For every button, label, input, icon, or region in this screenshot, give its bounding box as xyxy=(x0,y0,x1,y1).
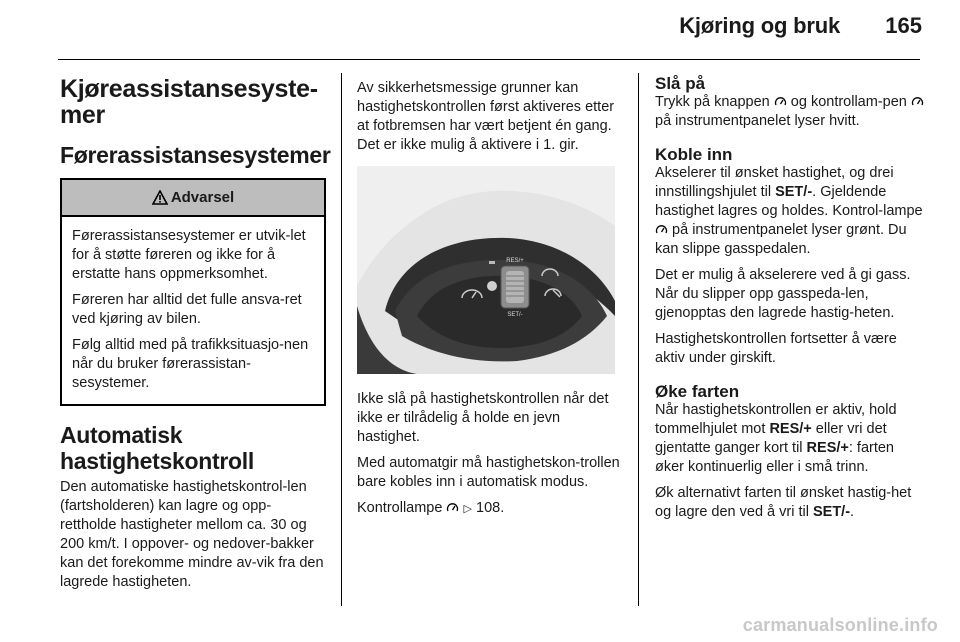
alternative-increase-paragraph xyxy=(655,484,925,522)
res-plus-label: RES/+ xyxy=(769,421,812,437)
increase-text-c: : farten øker kontinuerlig eller i små trinn. xyxy=(655,440,894,475)
column-left xyxy=(60,74,331,599)
steering-wheel-image xyxy=(357,166,615,374)
res-label: RES/+ xyxy=(506,258,524,264)
cruise-control-lamp-icon xyxy=(911,96,924,107)
cruise-control-title: Automatisk hastighetskontroll xyxy=(60,422,254,474)
column-right xyxy=(655,74,925,529)
cruise-control-lamp-icon xyxy=(655,224,668,235)
warning-header xyxy=(62,180,324,217)
activate-text-c: på instrumentpanelet lyser grønt. Du kan slippe gasspedalen. xyxy=(655,222,907,257)
cruise-control-intro: Den automatiske hastighetskontrol-len (fartsholderen) kan lagre og opp-rettholde hastigheter mellom ca. 30 og 200 km/t. I oppover- og nedover-bakker kan det forekomme mindre av-vik fra den lagrede hastigheten. xyxy=(60,479,324,590)
increase-text-a: Når hastighetskontrollen er aktiv, hold tommelhjulet mot xyxy=(655,402,897,437)
gearshift-paragraph: Hastighetskontrollen fortsetter å være aktiv under girskift. xyxy=(655,331,897,366)
control-lamp-reference xyxy=(357,499,625,519)
warning-paragraph: Føreren har alltid det fulle ansva-ret ved kjøring av bilen. xyxy=(72,292,302,327)
activate-text-b: . Gjeldende hastighet lagres og holdes. Kontrol-lampe xyxy=(655,184,923,219)
column-divider-1 xyxy=(341,73,342,606)
cruise-control-lamp-icon xyxy=(446,502,459,513)
safety-paragraph: Av sikkerhetsmessige grunner kan hastighetskontrollen først aktiveres etter at fotbremsen har vært betjent én gang. Det er ikke mulig å aktivere i 1. gir. xyxy=(357,80,615,153)
warning-paragraph: Førerassistansesystemer er utvik-let for å støtte føreren og ikke for å erstatte hans oppmerksomhet. xyxy=(72,228,306,282)
increase-speed-paragraph xyxy=(655,401,925,477)
res-plus-label: RES/+ xyxy=(806,440,849,456)
activate-paragraph xyxy=(655,164,925,259)
caution-paragraph: Ikke slå på hastighetskontrollen når det ikke er tilrådelig å holde en jevn hastighet. xyxy=(357,391,609,445)
activate-text-a: Akselerer til ønsket hastighet, og drei innstillingshjulet til xyxy=(655,165,894,200)
warning-title: Advarsel xyxy=(170,189,235,206)
alternative-text-a: Øk alternativt farten til ønsket hastig-het og lagre den ved å vri til xyxy=(655,485,912,520)
warning-box xyxy=(60,178,326,406)
switch-on-paragraph xyxy=(655,93,925,131)
alternative-text-b: . xyxy=(850,504,855,520)
header-rule xyxy=(58,59,920,60)
watermark: carmanualsonline.info xyxy=(742,615,938,635)
column-middle xyxy=(357,74,625,526)
running-header-title: Kjøring og bruk xyxy=(679,13,840,38)
increase-text-b: eller vri det gjentatte ganger kort til xyxy=(655,421,887,456)
warning-body xyxy=(62,217,324,404)
subsection-title: Førerassistansesystemer xyxy=(60,142,331,168)
switch-on-text-c: på instrumentpanelet lyser hvitt. xyxy=(655,113,860,129)
switch-on-text-a: Trykk på knappen xyxy=(655,94,770,110)
page-reference-arrow-icon: ▷ xyxy=(463,503,472,515)
increase-speed-heading: Øke farten xyxy=(655,382,740,401)
control-lamp-label: Kontrollampe xyxy=(357,500,443,516)
cruise-control-button-icon xyxy=(774,96,787,107)
column-divider-2 xyxy=(638,73,639,606)
activate-heading: Koble inn xyxy=(655,145,733,164)
automatic-gearbox-paragraph: Med automatgir må hastighetskon-trollen bare kobles inn i automatisk modus. xyxy=(357,455,620,490)
page-number: 165 xyxy=(885,13,922,38)
warning-paragraph: Følg alltid med på trafikksituasjo-nen når du bruker førerassistan-sesystemer. xyxy=(72,337,309,391)
switch-on-heading: Slå på xyxy=(655,74,706,93)
set-minus-label: SET/- xyxy=(812,504,851,520)
accelerate-paragraph: Det er mulig å akselerere ved å gi gass. Når du slipper opp gasspeda-len, gjenopptas den lagrede hastig-heten. xyxy=(655,267,911,321)
switch-on-text-b: og kontrollam-pen xyxy=(790,94,907,110)
section-title: Kjøreassistansesyste- mer xyxy=(60,75,318,129)
set-minus-label: SET/- xyxy=(775,184,813,200)
warning-triangle-icon xyxy=(152,190,168,205)
page-reference-number[interactable]: 108. xyxy=(476,500,505,516)
set-label: SET/- xyxy=(507,312,523,318)
